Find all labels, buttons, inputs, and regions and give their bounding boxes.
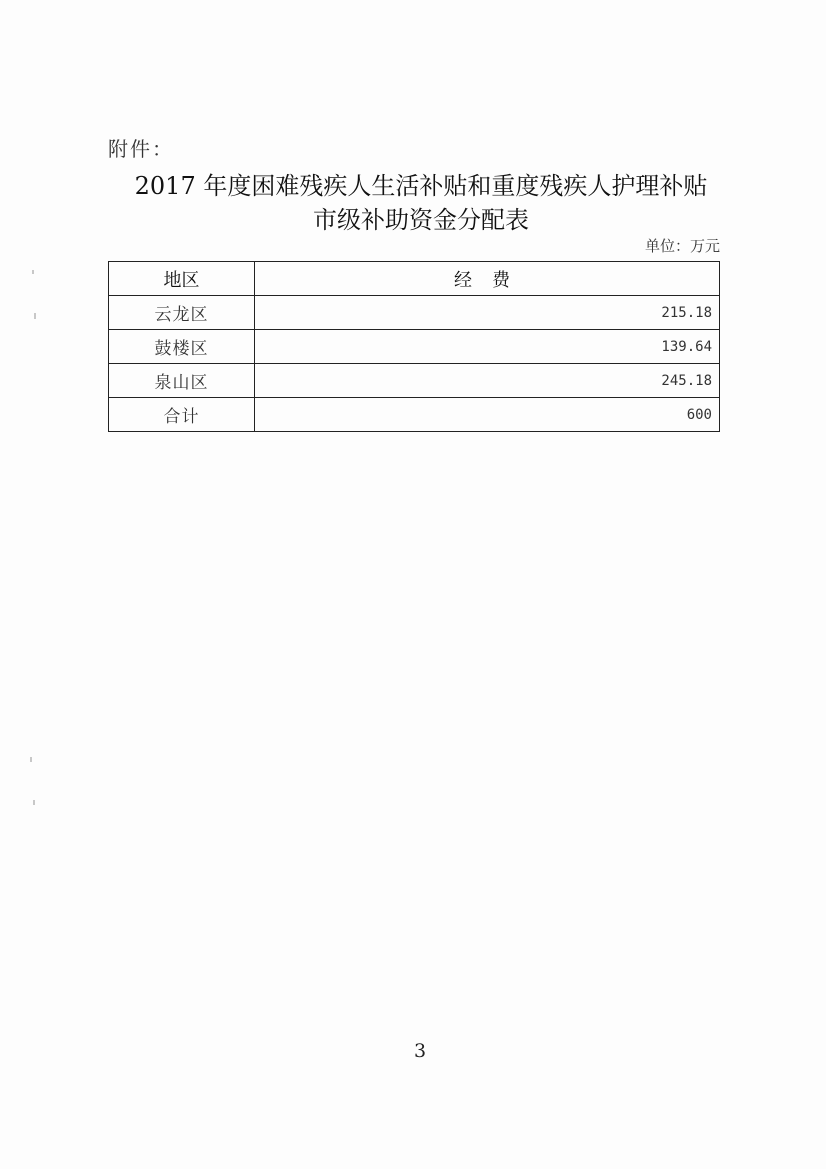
table-row <box>109 296 720 330</box>
scan-speck <box>32 270 34 274</box>
amount-column-header: 经费 <box>255 262 720 296</box>
document-title-line-1: 2017 年度困难残疾人生活补贴和重度残疾人护理补贴 <box>134 172 708 200</box>
total-amount-cell: 600 <box>255 398 720 432</box>
amount-cell: 245.18 <box>255 364 720 398</box>
table-row <box>109 364 720 398</box>
scan-speck <box>34 313 36 319</box>
document-title-line-2: 市级补助资金分配表 <box>313 206 529 234</box>
scan-speck <box>33 800 35 805</box>
region-column-header: 地区 <box>109 262 255 296</box>
page-number: 3 <box>413 1040 427 1062</box>
scan-speck <box>30 757 32 762</box>
table-row <box>109 330 720 364</box>
region-cell: 泉山区 <box>109 364 255 398</box>
amount-cell: 215.18 <box>255 296 720 330</box>
attachment-label: 附件： <box>108 137 174 161</box>
total-label-cell: 合计 <box>109 398 255 432</box>
unit-label: 单位：万元 <box>644 237 720 255</box>
table-header-row <box>109 262 720 296</box>
region-cell: 鼓楼区 <box>109 330 255 364</box>
amount-cell: 139.64 <box>255 330 720 364</box>
region-cell: 云龙区 <box>109 296 255 330</box>
allocation-table <box>108 261 720 432</box>
table-total-row <box>109 398 720 432</box>
